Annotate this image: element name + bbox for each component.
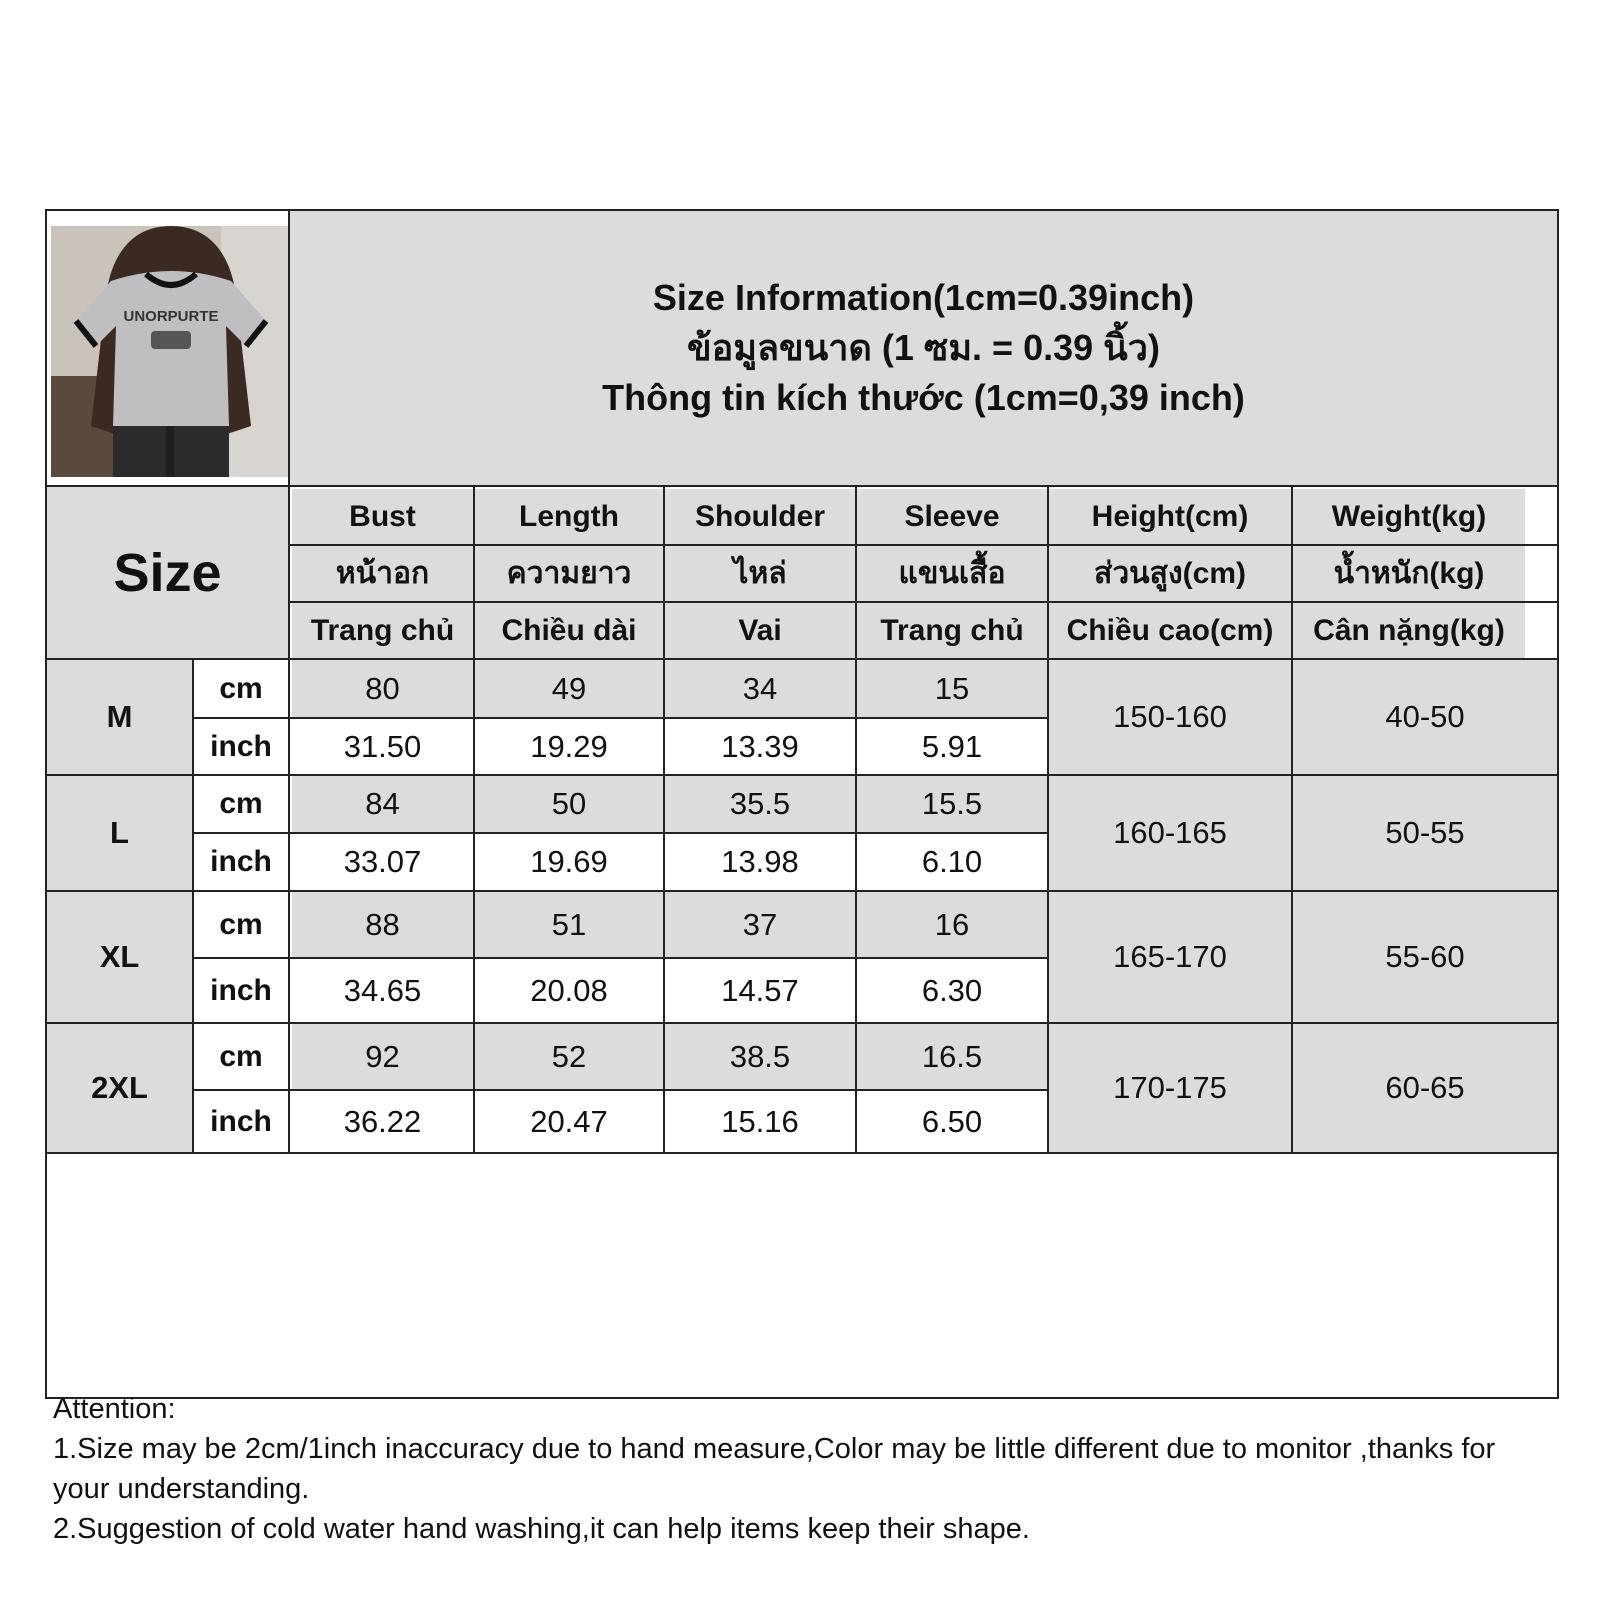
column-header-text: Trang chủ [310,613,455,647]
cm-value-text: 80 [365,670,400,706]
cm-value-text: 52 [551,1038,587,1074]
column-header-text: Trang chủ [880,613,1024,647]
inch-value-text: 14.57 [721,972,799,1008]
column-header [665,546,855,601]
weight-range [1293,1024,1557,1152]
inch-value [475,959,663,1022]
size-label [47,776,192,890]
unit-cm-label-text: cm [219,907,263,941]
product-photo [51,226,291,477]
column-header-text: ส่วนสูง(cm) [1094,557,1246,590]
inch-value-text: 34.65 [343,972,422,1008]
size-label [47,892,192,1022]
size-label-text: XL [99,939,140,974]
cm-value [665,1024,855,1089]
cm-value-text: 50 [551,786,587,821]
inch-value [475,719,663,774]
cm-value [292,892,473,957]
column-header [665,603,855,658]
cm-value [857,892,1047,957]
column-header-text: Cân nặng(kg) [1313,613,1505,647]
size-label [47,1024,192,1152]
weight-range-text: 60-65 [1385,1070,1465,1105]
column-header-text: Chiều cao(cm) [1066,613,1274,647]
cm-value [292,1024,473,1089]
table-divider [1047,487,1049,1152]
cm-value [475,660,663,717]
column-header [665,489,855,544]
table-divider [663,487,665,1152]
inch-value [665,959,855,1022]
column-header [292,546,473,601]
title-en: Size Information(1cm=0.39inch) [652,277,1195,318]
inch-value [665,834,855,890]
weight-range [1293,892,1557,1022]
inch-value-text: 20.08 [530,972,608,1008]
inch-value [857,719,1047,774]
table-divider [47,1022,1557,1024]
cm-value-text: 37 [742,906,778,942]
unit-cm-label-text: cm [219,671,263,705]
column-header-text: ไหล่ [733,557,787,590]
cm-value-text: 49 [551,670,587,706]
column-header-text: หน้าอก [335,557,430,590]
unit-cm-label [194,660,288,717]
inch-value [475,834,663,890]
inch-value [292,1091,473,1152]
cm-value [857,1024,1047,1089]
size-label-text: M [106,699,133,734]
column-header [475,546,663,601]
weight-range-text: 40-50 [1385,699,1465,734]
column-header-text: น้ำหนัก(kg) [1333,557,1485,590]
cm-value [857,660,1047,717]
cm-value-text: 88 [365,906,400,942]
table-divider [194,717,1047,719]
inch-value [292,719,473,774]
title-block [290,211,1557,485]
inch-value-text: 20.47 [530,1103,608,1139]
inch-value [857,1091,1047,1152]
column-header [857,546,1047,601]
table-divider [290,544,1557,546]
unit-cm-label [194,776,288,832]
height-range [1049,1024,1291,1152]
attention-notes [53,1389,1553,1549]
inch-value [475,1091,663,1152]
inch-value-text: 15.16 [721,1103,799,1139]
height-range-text: 165-170 [1113,939,1227,974]
unit-cm-label-text: cm [219,787,263,820]
table-divider [290,601,1557,603]
column-header [1049,603,1291,658]
column-header [1049,546,1291,601]
cm-value [475,892,663,957]
table-divider [194,1089,1047,1091]
weight-range [1293,660,1557,774]
height-range [1049,892,1291,1022]
unit-inch-label [194,959,288,1022]
cm-value [665,892,855,957]
cm-value-text: 16 [934,906,970,942]
inch-value [292,834,473,890]
unit-cm-label-text: cm [219,1039,263,1073]
cm-value-text: 35.5 [729,786,791,821]
column-header [1049,489,1291,544]
table-divider [47,1152,1557,1154]
column-header [857,603,1047,658]
unit-cm-label [194,1024,288,1089]
height-range [1049,660,1291,774]
inch-value [857,959,1047,1022]
table-divider [47,485,1557,487]
unit-inch-label [194,719,288,774]
inch-value-text: 13.39 [721,728,799,764]
column-header-text: ความยาว [506,557,632,590]
table-divider [473,487,475,1152]
attention-note-1: 1.Size may be 2cm/1inch inaccuracy due to hand measure,Color may be little different due to monitor ,thanks for your understanding. [53,1433,1496,1505]
cm-value-text: 38.5 [729,1038,791,1074]
svg-text:UNORPURTE: UNORPURTE [123,308,219,325]
column-header [292,489,473,544]
column-header-text: Bust [349,499,416,533]
inch-value-text: 6.10 [921,844,983,879]
column-header [292,603,473,658]
attention-heading: Attention: [53,1393,176,1425]
unit-inch-label-text: inch [210,729,272,763]
unit-inch-label [194,834,288,890]
inch-value-text: 36.22 [343,1103,422,1139]
column-header [857,489,1047,544]
column-header-text: Weight(kg) [1331,499,1487,533]
table-divider [855,487,857,1152]
inch-value-text: 33.07 [343,844,422,879]
size-label [47,660,192,774]
column-header [475,489,663,544]
inch-value-text: 6.30 [921,972,983,1008]
inch-value-text: 19.29 [530,728,608,764]
table-divider [194,832,1047,834]
table-divider [194,957,1047,959]
unit-inch-label-text: inch [210,973,272,1007]
column-header-text: Vai [738,613,782,647]
attention-note-2: 2.Suggestion of cold water hand washing,it can help items keep their shape. [53,1513,1030,1545]
height-range-text: 170-175 [1113,1070,1227,1105]
unit-inch-label-text: inch [210,1104,272,1138]
cm-value-text: 16.5 [921,1038,983,1074]
column-header-text: Length [519,499,619,533]
table-divider [192,660,194,1152]
table-divider [47,774,1557,776]
cm-value [857,776,1047,832]
table-divider [1291,487,1293,1152]
size-header-label: Size [113,542,222,603]
table-divider [288,211,290,1152]
height-range-text: 150-160 [1113,699,1227,734]
inch-value [857,834,1047,890]
size-chart [45,209,1559,1545]
column-header-text: Height(cm) [1091,499,1249,533]
cm-value-text: 84 [365,786,400,821]
weight-range-text: 55-60 [1385,939,1465,974]
column-header-text: Chiều dài [501,613,637,647]
model-tshirt-image [51,226,291,477]
column-header [1293,546,1525,601]
column-header-text: Shoulder [694,499,825,533]
cm-value-text: 34 [742,670,778,706]
inch-value-text: 5.91 [921,728,983,764]
cm-value [475,776,663,832]
cm-value-text: 15.5 [921,786,983,821]
inch-value-text: 13.98 [721,844,799,879]
inch-value [665,719,855,774]
column-header [475,603,663,658]
inch-value-text: 19.69 [530,844,608,879]
cm-value-text: 51 [551,906,587,942]
title-vi: Thông tin kích thước (1cm=0,39 inch) [602,377,1245,418]
inch-value-text: 6.50 [921,1103,983,1139]
title-th: ข้อมูลขนาด (1 ซม. = 0.39 นิ้ว) [687,327,1160,368]
table-divider [47,890,1557,892]
size-header [47,487,288,658]
cm-value-text: 92 [365,1038,400,1074]
unit-inch-label-text: inch [210,845,272,878]
weight-range [1293,776,1557,890]
inch-value [292,959,473,1022]
column-header-text: Sleeve [904,499,1000,533]
height-range-text: 160-165 [1113,815,1227,850]
unit-inch-label [194,1091,288,1152]
cm-value [665,660,855,717]
inch-value [665,1091,855,1152]
size-label-text: 2XL [91,1070,148,1105]
cm-value-text: 15 [934,670,970,706]
unit-cm-label [194,892,288,957]
cm-value [665,776,855,832]
cm-value [292,776,473,832]
cm-value [475,1024,663,1089]
cm-value [292,660,473,717]
weight-range-text: 50-55 [1385,815,1465,850]
inch-value-text: 31.50 [343,728,422,764]
size-label-text: L [110,815,129,850]
column-header-text: แขนเสื้อ [898,557,1006,590]
column-header [1293,603,1525,658]
column-header [1293,489,1525,544]
height-range [1049,776,1291,890]
table-divider [47,658,1557,660]
